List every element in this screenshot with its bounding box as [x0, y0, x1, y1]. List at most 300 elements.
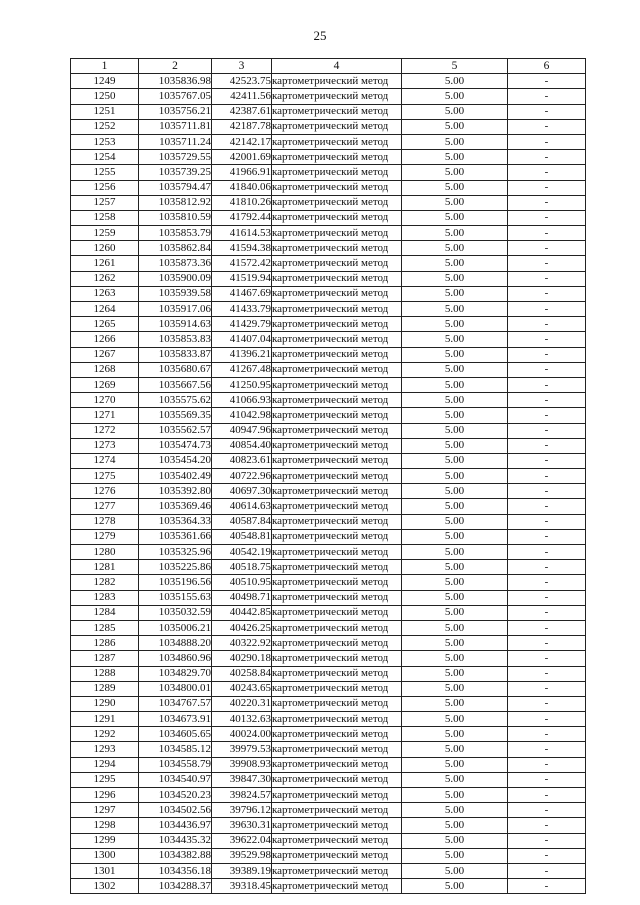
coordinates-table	[70, 58, 586, 894]
y-coordinate-cell: 42187.78	[212, 119, 272, 134]
column-header-method: 4	[272, 59, 402, 74]
method-cell: картометрический метод	[272, 195, 402, 210]
description-cell: -	[508, 165, 586, 180]
method-cell: картометрический метод	[272, 818, 402, 833]
x-coordinate-cell: 1035853.79	[139, 226, 212, 241]
x-coordinate-cell: 1035667.56	[139, 377, 212, 392]
accuracy-cell: 5.00	[402, 256, 508, 271]
accuracy-cell: 5.00	[402, 226, 508, 241]
table-row	[71, 393, 586, 408]
method-cell: картометрический метод	[272, 529, 402, 544]
accuracy-cell: 5.00	[402, 241, 508, 256]
description-cell: -	[508, 575, 586, 590]
table-row	[71, 408, 586, 423]
table-row	[71, 271, 586, 286]
method-cell: картометрический метод	[272, 134, 402, 149]
accuracy-cell: 5.00	[402, 681, 508, 696]
description-cell: -	[508, 134, 586, 149]
table-row	[71, 681, 586, 696]
description-cell: -	[508, 180, 586, 195]
y-coordinate-cell: 41267.48	[212, 362, 272, 377]
accuracy-cell: 5.00	[402, 210, 508, 225]
x-coordinate-cell: 1034382.88	[139, 848, 212, 863]
point-number-cell: 1255	[71, 165, 139, 180]
column-header-x: 2	[139, 59, 212, 74]
y-coordinate-cell: 40322.92	[212, 636, 272, 651]
table-row	[71, 651, 586, 666]
description-cell: -	[508, 89, 586, 104]
table-row	[71, 150, 586, 165]
table-row	[71, 134, 586, 149]
x-coordinate-cell: 1035711.24	[139, 134, 212, 149]
x-coordinate-cell: 1035680.67	[139, 362, 212, 377]
x-coordinate-cell: 1035392.80	[139, 484, 212, 499]
y-coordinate-cell: 41429.79	[212, 317, 272, 332]
description-cell: -	[508, 499, 586, 514]
method-cell: картометрический метод	[272, 469, 402, 484]
accuracy-cell: 5.00	[402, 590, 508, 605]
x-coordinate-cell: 1035474.73	[139, 438, 212, 453]
table-row	[71, 347, 586, 362]
point-number-cell: 1292	[71, 727, 139, 742]
point-number-cell: 1271	[71, 408, 139, 423]
method-cell: картометрический метод	[272, 772, 402, 787]
table-row	[71, 818, 586, 833]
point-number-cell: 1297	[71, 803, 139, 818]
y-coordinate-cell: 39847.30	[212, 772, 272, 787]
description-cell: -	[508, 347, 586, 362]
y-coordinate-cell: 40132.63	[212, 712, 272, 727]
column-header-accuracy: 5	[402, 59, 508, 74]
point-number-cell: 1272	[71, 423, 139, 438]
point-number-cell: 1300	[71, 848, 139, 863]
x-coordinate-cell: 1034673.91	[139, 712, 212, 727]
accuracy-cell: 5.00	[402, 104, 508, 119]
method-cell: картометрический метод	[272, 666, 402, 681]
method-cell: картометрический метод	[272, 438, 402, 453]
y-coordinate-cell: 39389.19	[212, 863, 272, 878]
table-row	[71, 575, 586, 590]
table-row	[71, 104, 586, 119]
table-row	[71, 742, 586, 757]
accuracy-cell: 5.00	[402, 788, 508, 803]
method-cell: картометрический метод	[272, 332, 402, 347]
y-coordinate-cell: 42001.69	[212, 150, 272, 165]
x-coordinate-cell: 1035032.59	[139, 605, 212, 620]
point-number-cell: 1274	[71, 453, 139, 468]
accuracy-cell: 5.00	[402, 818, 508, 833]
x-coordinate-cell: 1035812.92	[139, 195, 212, 210]
table-row	[71, 499, 586, 514]
method-cell: картометрический метод	[272, 545, 402, 560]
x-coordinate-cell: 1035939.58	[139, 286, 212, 301]
method-cell: картометрический метод	[272, 302, 402, 317]
description-cell: -	[508, 803, 586, 818]
method-cell: картометрический метод	[272, 256, 402, 271]
x-coordinate-cell: 1035767.05	[139, 89, 212, 104]
y-coordinate-cell: 40947.96	[212, 423, 272, 438]
point-number-cell: 1293	[71, 742, 139, 757]
table-row	[71, 879, 586, 894]
table-row	[71, 666, 586, 681]
y-coordinate-cell: 42142.17	[212, 134, 272, 149]
description-cell: -	[508, 484, 586, 499]
accuracy-cell: 5.00	[402, 362, 508, 377]
method-cell: картометрический метод	[272, 712, 402, 727]
point-number-cell: 1294	[71, 757, 139, 772]
method-cell: картометрический метод	[272, 119, 402, 134]
y-coordinate-cell: 40614.63	[212, 499, 272, 514]
point-number-cell: 1280	[71, 545, 139, 560]
description-cell: -	[508, 712, 586, 727]
x-coordinate-cell: 1035325.96	[139, 545, 212, 560]
description-cell: -	[508, 529, 586, 544]
x-coordinate-cell: 1035155.63	[139, 590, 212, 605]
accuracy-cell: 5.00	[402, 712, 508, 727]
table-row	[71, 210, 586, 225]
x-coordinate-cell: 1034356.18	[139, 863, 212, 878]
table-row	[71, 788, 586, 803]
description-cell: -	[508, 514, 586, 529]
method-cell: картометрический метод	[272, 210, 402, 225]
description-cell: -	[508, 818, 586, 833]
accuracy-cell: 5.00	[402, 484, 508, 499]
point-number-cell: 1273	[71, 438, 139, 453]
y-coordinate-cell: 40697.30	[212, 484, 272, 499]
point-number-cell: 1268	[71, 362, 139, 377]
x-coordinate-cell: 1034888.20	[139, 636, 212, 651]
accuracy-cell: 5.00	[402, 620, 508, 635]
y-coordinate-cell: 39630.31	[212, 818, 272, 833]
x-coordinate-cell: 1035914.63	[139, 317, 212, 332]
point-number-cell: 1261	[71, 256, 139, 271]
method-cell: картометрический метод	[272, 180, 402, 195]
accuracy-cell: 5.00	[402, 119, 508, 134]
table-row	[71, 423, 586, 438]
description-cell: -	[508, 651, 586, 666]
method-cell: картометрический метод	[272, 74, 402, 89]
accuracy-cell: 5.00	[402, 453, 508, 468]
table-body	[71, 74, 586, 894]
y-coordinate-cell: 41042.98	[212, 408, 272, 423]
x-coordinate-cell: 1034558.79	[139, 757, 212, 772]
point-number-cell: 1267	[71, 347, 139, 362]
y-coordinate-cell: 40258.84	[212, 666, 272, 681]
method-cell: картометрический метод	[272, 89, 402, 104]
method-cell: картометрический метод	[272, 408, 402, 423]
x-coordinate-cell: 1035575.62	[139, 393, 212, 408]
table-row	[71, 560, 586, 575]
y-coordinate-cell: 42411.56	[212, 89, 272, 104]
description-cell: -	[508, 408, 586, 423]
x-coordinate-cell: 1035711.81	[139, 119, 212, 134]
accuracy-cell: 5.00	[402, 772, 508, 787]
method-cell: картометрический метод	[272, 241, 402, 256]
table-row	[71, 180, 586, 195]
point-number-cell: 1258	[71, 210, 139, 225]
method-cell: картометрический метод	[272, 104, 402, 119]
description-cell: -	[508, 377, 586, 392]
x-coordinate-cell: 1035862.84	[139, 241, 212, 256]
accuracy-cell: 5.00	[402, 150, 508, 165]
method-cell: картометрический метод	[272, 453, 402, 468]
y-coordinate-cell: 41966.91	[212, 165, 272, 180]
accuracy-cell: 5.00	[402, 742, 508, 757]
y-coordinate-cell: 41066.93	[212, 393, 272, 408]
description-cell: -	[508, 560, 586, 575]
x-coordinate-cell: 1035369.46	[139, 499, 212, 514]
table-row	[71, 453, 586, 468]
accuracy-cell: 5.00	[402, 180, 508, 195]
description-cell: -	[508, 195, 586, 210]
y-coordinate-cell: 40024.00	[212, 727, 272, 742]
x-coordinate-cell: 1035569.35	[139, 408, 212, 423]
y-coordinate-cell: 41594.38	[212, 241, 272, 256]
description-cell: -	[508, 590, 586, 605]
x-coordinate-cell: 1034800.01	[139, 681, 212, 696]
x-coordinate-cell: 1035756.21	[139, 104, 212, 119]
column-header-point-number: 1	[71, 59, 139, 74]
point-number-cell: 1296	[71, 788, 139, 803]
point-number-cell: 1279	[71, 529, 139, 544]
accuracy-cell: 5.00	[402, 651, 508, 666]
point-number-cell: 1259	[71, 226, 139, 241]
table-row	[71, 241, 586, 256]
accuracy-cell: 5.00	[402, 74, 508, 89]
table-row	[71, 302, 586, 317]
y-coordinate-cell: 41467.69	[212, 286, 272, 301]
y-coordinate-cell: 41433.79	[212, 302, 272, 317]
accuracy-cell: 5.00	[402, 165, 508, 180]
method-cell: картометрический метод	[272, 863, 402, 878]
description-cell: -	[508, 863, 586, 878]
method-cell: картометрический метод	[272, 651, 402, 666]
table-row	[71, 620, 586, 635]
y-coordinate-cell: 39979.53	[212, 742, 272, 757]
y-coordinate-cell: 41396.21	[212, 347, 272, 362]
description-cell: -	[508, 150, 586, 165]
accuracy-cell: 5.00	[402, 696, 508, 711]
point-number-cell: 1270	[71, 393, 139, 408]
accuracy-cell: 5.00	[402, 195, 508, 210]
description-cell: -	[508, 119, 586, 134]
description-cell: -	[508, 742, 586, 757]
description-cell: -	[508, 362, 586, 377]
method-cell: картометрический метод	[272, 590, 402, 605]
method-cell: картометрический метод	[272, 575, 402, 590]
point-number-cell: 1269	[71, 377, 139, 392]
point-number-cell: 1257	[71, 195, 139, 210]
point-number-cell: 1251	[71, 104, 139, 119]
description-cell: -	[508, 271, 586, 286]
accuracy-cell: 5.00	[402, 408, 508, 423]
x-coordinate-cell: 1035917.06	[139, 302, 212, 317]
x-coordinate-cell: 1035794.47	[139, 180, 212, 195]
point-number-cell: 1256	[71, 180, 139, 195]
y-coordinate-cell: 41840.06	[212, 180, 272, 195]
point-number-cell: 1249	[71, 74, 139, 89]
description-cell: -	[508, 681, 586, 696]
accuracy-cell: 5.00	[402, 863, 508, 878]
x-coordinate-cell: 1034829.70	[139, 666, 212, 681]
y-coordinate-cell: 40442.85	[212, 605, 272, 620]
accuracy-cell: 5.00	[402, 302, 508, 317]
description-cell: -	[508, 393, 586, 408]
x-coordinate-cell: 1035006.21	[139, 620, 212, 635]
description-cell: -	[508, 226, 586, 241]
description-cell: -	[508, 833, 586, 848]
y-coordinate-cell: 40548.81	[212, 529, 272, 544]
accuracy-cell: 5.00	[402, 438, 508, 453]
method-cell: картометрический метод	[272, 347, 402, 362]
description-cell: -	[508, 256, 586, 271]
accuracy-cell: 5.00	[402, 271, 508, 286]
x-coordinate-cell: 1035364.33	[139, 514, 212, 529]
x-coordinate-cell: 1035873.36	[139, 256, 212, 271]
x-coordinate-cell: 1034767.57	[139, 696, 212, 711]
table-row	[71, 605, 586, 620]
table-row	[71, 833, 586, 848]
table-row	[71, 195, 586, 210]
y-coordinate-cell: 40823.61	[212, 453, 272, 468]
y-coordinate-cell: 39622.04	[212, 833, 272, 848]
description-cell: -	[508, 317, 586, 332]
point-number-cell: 1299	[71, 833, 139, 848]
table-row	[71, 469, 586, 484]
y-coordinate-cell: 40426.25	[212, 620, 272, 635]
x-coordinate-cell: 1035810.59	[139, 210, 212, 225]
table-row	[71, 484, 586, 499]
accuracy-cell: 5.00	[402, 529, 508, 544]
y-coordinate-cell: 41614.53	[212, 226, 272, 241]
point-number-cell: 1289	[71, 681, 139, 696]
point-number-cell: 1295	[71, 772, 139, 787]
method-cell: картометрический метод	[272, 742, 402, 757]
method-cell: картометрический метод	[272, 636, 402, 651]
point-number-cell: 1283	[71, 590, 139, 605]
accuracy-cell: 5.00	[402, 666, 508, 681]
point-number-cell: 1301	[71, 863, 139, 878]
method-cell: картометрический метод	[272, 362, 402, 377]
y-coordinate-cell: 39796.12	[212, 803, 272, 818]
method-cell: картометрический метод	[272, 377, 402, 392]
accuracy-cell: 5.00	[402, 89, 508, 104]
point-number-cell: 1265	[71, 317, 139, 332]
point-number-cell: 1250	[71, 89, 139, 104]
table-row	[71, 332, 586, 347]
point-number-cell: 1253	[71, 134, 139, 149]
table-header-row	[71, 59, 586, 74]
accuracy-cell: 5.00	[402, 803, 508, 818]
y-coordinate-cell: 40220.31	[212, 696, 272, 711]
accuracy-cell: 5.00	[402, 332, 508, 347]
description-cell: -	[508, 210, 586, 225]
method-cell: картометрический метод	[272, 757, 402, 772]
method-cell: картометрический метод	[272, 499, 402, 514]
y-coordinate-cell: 40587.84	[212, 514, 272, 529]
table-row	[71, 438, 586, 453]
description-cell: -	[508, 848, 586, 863]
x-coordinate-cell: 1035729.55	[139, 150, 212, 165]
method-cell: картометрический метод	[272, 833, 402, 848]
y-coordinate-cell: 41792.44	[212, 210, 272, 225]
accuracy-cell: 5.00	[402, 347, 508, 362]
table-row	[71, 286, 586, 301]
point-number-cell: 1276	[71, 484, 139, 499]
y-coordinate-cell: 40243.65	[212, 681, 272, 696]
y-coordinate-cell: 39908.93	[212, 757, 272, 772]
y-coordinate-cell: 40518.75	[212, 560, 272, 575]
table-row	[71, 712, 586, 727]
y-coordinate-cell: 41572.42	[212, 256, 272, 271]
x-coordinate-cell: 1035454.20	[139, 453, 212, 468]
x-coordinate-cell: 1035739.25	[139, 165, 212, 180]
description-cell: -	[508, 620, 586, 635]
y-coordinate-cell: 40722.96	[212, 469, 272, 484]
method-cell: картометрический метод	[272, 150, 402, 165]
point-number-cell: 1298	[71, 818, 139, 833]
description-cell: -	[508, 605, 586, 620]
accuracy-cell: 5.00	[402, 377, 508, 392]
description-cell: -	[508, 772, 586, 787]
x-coordinate-cell: 1035225.86	[139, 560, 212, 575]
table-row	[71, 545, 586, 560]
x-coordinate-cell: 1034605.65	[139, 727, 212, 742]
point-number-cell: 1262	[71, 271, 139, 286]
method-cell: картометрический метод	[272, 165, 402, 180]
accuracy-cell: 5.00	[402, 469, 508, 484]
y-coordinate-cell: 40498.71	[212, 590, 272, 605]
accuracy-cell: 5.00	[402, 393, 508, 408]
table-row	[71, 74, 586, 89]
method-cell: картометрический метод	[272, 226, 402, 241]
accuracy-cell: 5.00	[402, 727, 508, 742]
accuracy-cell: 5.00	[402, 499, 508, 514]
description-cell: -	[508, 727, 586, 742]
point-number-cell: 1254	[71, 150, 139, 165]
description-cell: -	[508, 104, 586, 119]
x-coordinate-cell: 1034435.32	[139, 833, 212, 848]
point-number-cell: 1302	[71, 879, 139, 894]
method-cell: картометрический метод	[272, 803, 402, 818]
description-cell: -	[508, 545, 586, 560]
table-row	[71, 317, 586, 332]
method-cell: картометрический метод	[272, 286, 402, 301]
y-coordinate-cell: 40290.18	[212, 651, 272, 666]
table-row	[71, 863, 586, 878]
method-cell: картометрический метод	[272, 514, 402, 529]
point-number-cell: 1286	[71, 636, 139, 651]
accuracy-cell: 5.00	[402, 134, 508, 149]
method-cell: картометрический метод	[272, 560, 402, 575]
accuracy-cell: 5.00	[402, 879, 508, 894]
point-number-cell: 1287	[71, 651, 139, 666]
x-coordinate-cell: 1035853.83	[139, 332, 212, 347]
table-row	[71, 89, 586, 104]
point-number-cell: 1263	[71, 286, 139, 301]
table-row	[71, 362, 586, 377]
x-coordinate-cell: 1034520.23	[139, 788, 212, 803]
table-row	[71, 803, 586, 818]
x-coordinate-cell: 1034540.97	[139, 772, 212, 787]
method-cell: картометрический метод	[272, 696, 402, 711]
table-row	[71, 696, 586, 711]
table-row	[71, 636, 586, 651]
description-cell: -	[508, 636, 586, 651]
page-number: 25	[313, 28, 327, 43]
description-cell: -	[508, 74, 586, 89]
x-coordinate-cell: 1035361.66	[139, 529, 212, 544]
